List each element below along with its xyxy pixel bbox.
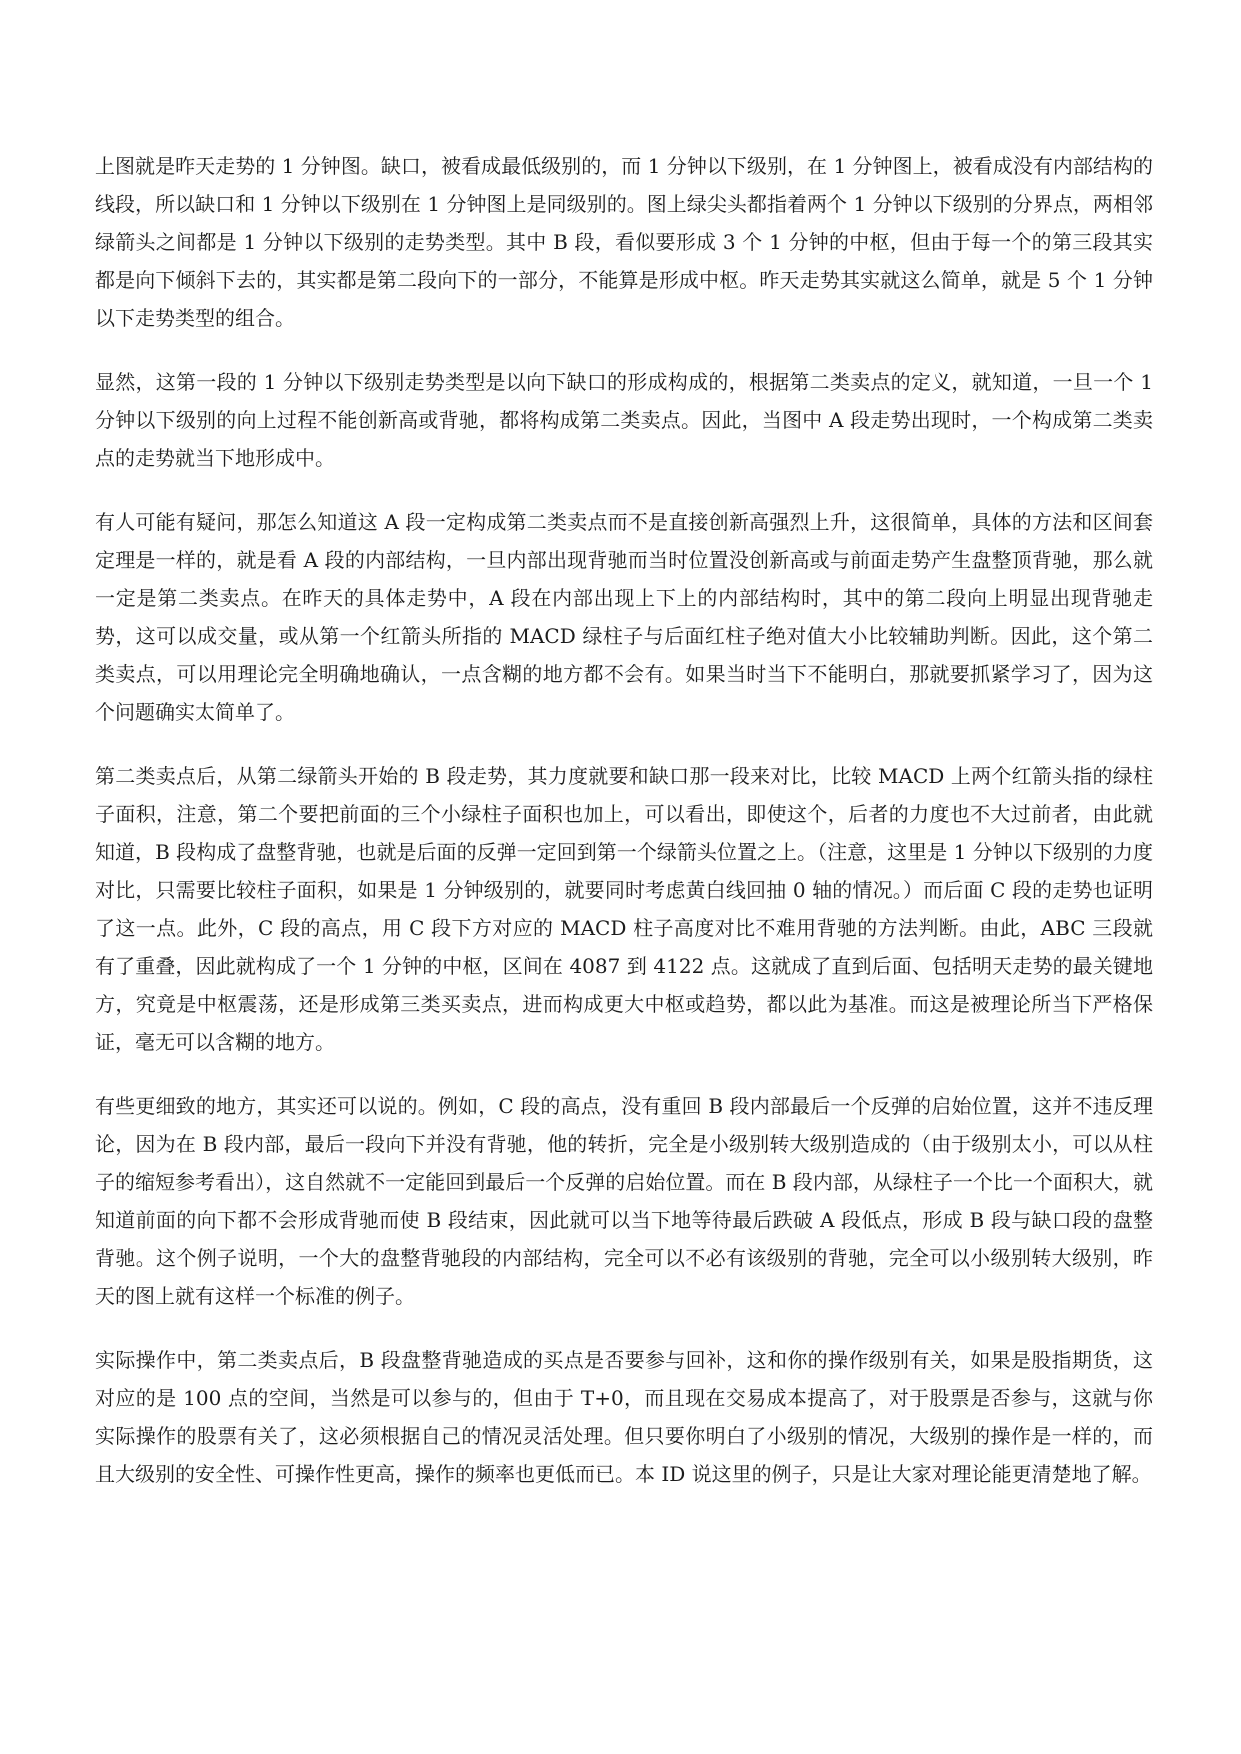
paragraph-2: 显然，这第一段的 1 分钟以下级别走势类型是以向下缺口的形成构成的，根据第二类卖点的定义，就知道，一旦一个 1 分钟以下级别的向上过程不能创新高或背驰，都将构成第二类卖点。因此，当图中 A 段走势出现时，一个构成第二类卖点的走势就当下地形成中。 xyxy=(95,370,1153,470)
paragraph-1: 上图就是昨天走势的 1 分钟图。缺口，被看成最低级别的，而 1 分钟以下级别，在 1 分钟图上，被看成没有内部结构的线段，所以缺口和 1 分钟以下级别在 1 分钟图上是同级别的。图上绿尖头都指着两个 1 分钟以下级别的分界点，两相邻绿箭头之间都是 1 分钟以下级别的走势类型。其中 B 段，看似要形成 3 个 1 分钟的中枢，但由于每一个的第三段其实都是向下倾斜下去的，其实都是第二段向下的一部分，不能算是形成中枢。昨天走势其实就这么简单，就是 5 个 1 分钟以下走势类型的组合。 xyxy=(95,154,1153,330)
paragraph-6: 实际操作中，第二类卖点后，B 段盘整背驰造成的买点是否要参与回补，这和你的操作级别有关，如果是股指期货，这对应的是 100 点的空间，当然是可以参与的，但由于 T+0，而且现在交易成本提高了，对于股票是否参与，这就与你实际操作的股票有关了，这必须根据自己的情况灵活处理。但只要你明白了小级别的情况，大级别的操作是一样的，而且大级别的安全性、可操作性更高，操作的频率也更低而已。本 ID 说这里的例子，只是让大家对理论能更清楚地了解。 xyxy=(95,1348,1153,1486)
paragraph-3: 有人可能有疑问，那怎么知道这 A 段一定构成第二类卖点而不是直接创新高强烈上升，这很简单，具体的方法和区间套定理是一样的，就是看 A 段的内部结构，一旦内部出现背驰而当时位置没创新高或与前面走势产生盘整顶背驰，那么就一定是第二类卖点。在昨天的具体走势中，A 段在内部出现上下上的内部结构时，其中的第二段向上明显出现背驰走势，这可以成交量，或从第一个红箭头所指的 MACD 绿柱子与后面红柱子绝对值大小比较辅助判断。因此，这个第二类卖点，可以用理论完全明确地确认，一点含糊的地方都不会有。如果当时当下不能明白，那就要抓紧学习了，因为这个问题确实太简单了。 xyxy=(95,510,1153,724)
paragraph-4: 第二类卖点后，从第二绿箭头开始的 B 段走势，其力度就要和缺口那一段来对比，比较 MACD 上两个红箭头指的绿柱子面积，注意，第二个要把前面的三个小绿柱子面积也加上，可以看出，即使这个，后者的力度也不大过前者，由此就知道，B 段构成了盘整背驰，也就是后面的反弹一定回到第一个绿箭头位置之上。（注意，这里是 1 分钟以下级别的力度对比，只需要比较柱子面积，如果是 1 分钟级别的，就要同时考虑黄白线回抽 0 轴的情况。）而后面 C 段的走势也证明了这一点。此外，C 段的高点，用 C 段下方对应的 MACD 柱子高度对比不难用背驰的方法判断。由此，ABC 三段就有了重叠，因此就构成了一个 1 分钟的中枢，区间在 4087 到 4122 点。这就成了直到后面、包括明天走势的最关键地方，究竟是中枢震荡，还是形成第三类买卖点，进而构成更大中枢或趋势，都以此为基准。而这是被理论所当下严格保证，毫无可以含糊的地方。 xyxy=(95,764,1153,1054)
paragraph-5: 有些更细致的地方，其实还可以说的。例如，C 段的高点，没有重回 B 段内部最后一个反弹的启始位置，这并不违反理论，因为在 B 段内部，最后一段向下并没有背驰，他的转折，完全是小级别转大级别造成的（由于级别太小，可以从柱子的缩短参考看出），这自然就不一定能回到最后一个反弹的启始位置。而在 B 段内部，从绿柱子一个比一个面积大，就知道前面的向下都不会形成背驰而使 B 段结束，因此就可以当下地等待最后跌破 A 段低点，形成 B 段与缺口段的盘整背驰。这个例子说明，一个大的盘整背驰段的内部结构，完全可以不必有该级别的背驰，完全可以小级别转大级别，昨天的图上就有这样一个标准的例子。 xyxy=(95,1094,1153,1308)
document-body xyxy=(95,147,1153,1519)
